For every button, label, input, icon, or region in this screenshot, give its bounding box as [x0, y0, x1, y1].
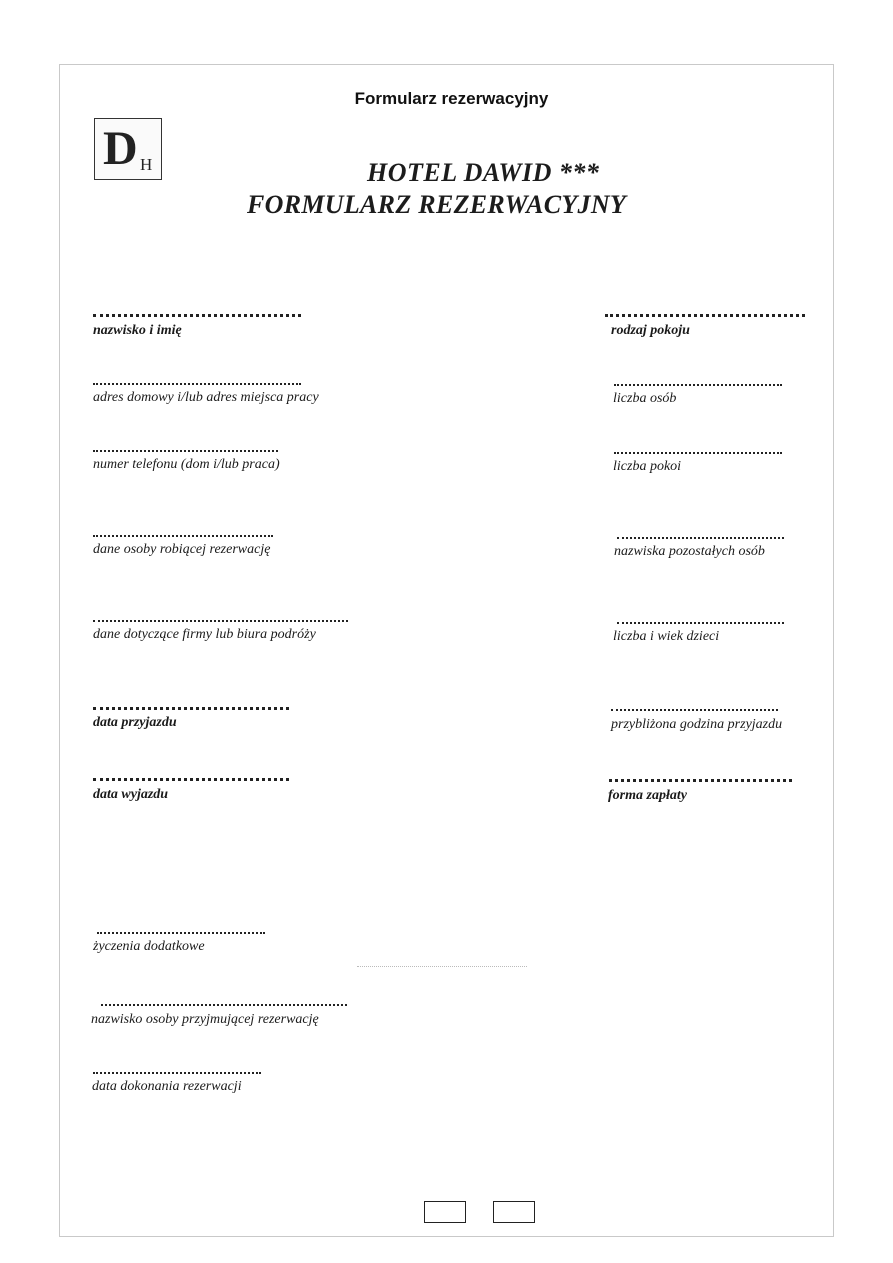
name-label: nazwisko i imię: [93, 323, 182, 338]
rooms-count-input-line[interactable]: [614, 452, 782, 454]
departure-date-label: data wyjazdu: [93, 787, 169, 802]
children-input-line[interactable]: [617, 622, 784, 624]
arrival-time-input-line[interactable]: [611, 709, 778, 711]
footer-box-right: [493, 1201, 535, 1223]
room-type-input-line[interactable]: [605, 314, 805, 317]
payment-input-line[interactable]: [609, 779, 792, 782]
payment-label: forma zapłaty: [608, 788, 687, 803]
other-guests-label: nazwiska pozostałych osób: [614, 544, 765, 559]
special-requests-label: życzenia dodatkowe: [93, 939, 205, 954]
scan-specks: [357, 966, 527, 969]
other-guests-input-line[interactable]: [617, 537, 784, 539]
page-header-title: Formularz rezerwacyjny: [354, 89, 549, 108]
address-label: adres domowy i/lub adres miejsca pracy: [93, 390, 319, 405]
address-input-line[interactable]: [93, 383, 301, 385]
form-title: FORMULARZ REZERWACYJNY: [247, 190, 627, 219]
arrival-time-label: przybliżona godzina przyjazdu: [611, 717, 783, 732]
hotel-name: HOTEL DAWID ***: [367, 158, 600, 187]
arrival-date-input-line[interactable]: [93, 707, 289, 710]
children-label: liczba i wiek dzieci: [613, 629, 720, 644]
logo-letter-d: D: [103, 122, 138, 175]
guests-count-label: liczba osób: [613, 391, 677, 406]
page-frame: [59, 64, 834, 1237]
booking-date-label: data dokonania rezerwacji: [92, 1079, 242, 1094]
guests-count-input-line[interactable]: [614, 384, 782, 386]
receiver-label: nazwisko osoby przyjmującej rezerwację: [91, 1012, 319, 1027]
hotel-logo: [94, 118, 162, 180]
booker-input-line[interactable]: [93, 535, 273, 537]
phone-input-line[interactable]: [93, 450, 278, 452]
name-input-line[interactable]: [93, 314, 301, 317]
departure-date-input-line[interactable]: [93, 778, 289, 781]
phone-label: numer telefonu (dom i/lub praca): [93, 457, 280, 472]
logo-letter-h: H: [140, 155, 153, 174]
footer-box-left: [424, 1201, 466, 1223]
receiver-input-line[interactable]: [101, 1004, 347, 1006]
arrival-date-label: data przyjazdu: [93, 715, 177, 730]
booking-date-input-line[interactable]: [93, 1072, 261, 1074]
company-label: dane dotyczące firmy lub biura podróży: [93, 627, 316, 642]
company-input-line[interactable]: [93, 620, 348, 622]
booker-label: dane osoby robiącej rezerwację: [93, 542, 271, 557]
room-type-label: rodzaj pokoju: [611, 323, 690, 338]
rooms-count-label: liczba pokoi: [613, 459, 682, 474]
special-requests-input-line[interactable]: [97, 932, 265, 934]
